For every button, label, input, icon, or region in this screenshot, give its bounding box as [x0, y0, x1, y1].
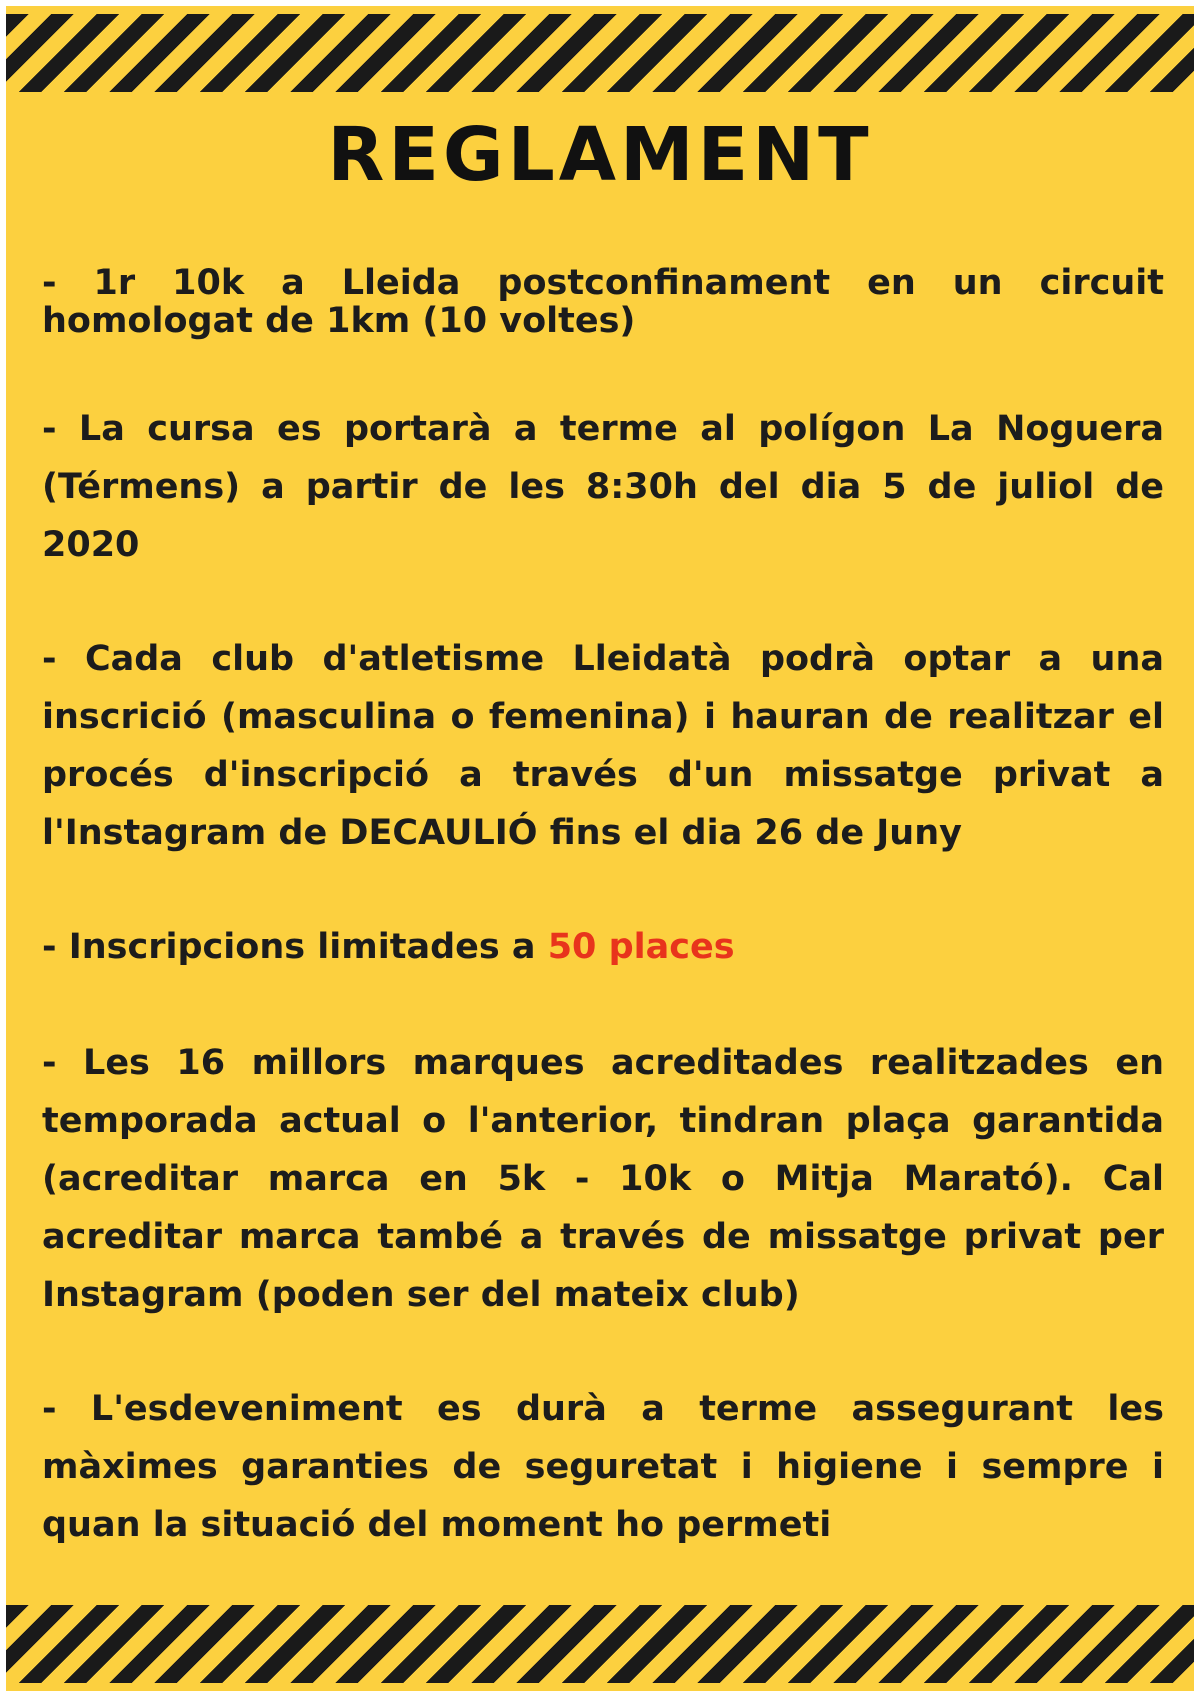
rule-text: - L'esdeveniment es durà a terme assegurant les màximes garanties de seguretat i higiene i sempre i quan la situació del moment ho permeti — [42, 1389, 1164, 1545]
rule-item — [42, 630, 1164, 862]
rules-list — [42, 264, 1164, 1554]
rule-text: - La cursa es portarà a terme al polígon La Noguera (Térmens) a partir de les 8:30h del dia 5 de juliol de 2020 — [42, 409, 1164, 565]
top-hazard-stripe — [6, 14, 1194, 92]
bottom-hazard-stripe — [6, 1605, 1194, 1683]
rule-item — [42, 1380, 1164, 1554]
page-title: REGLAMENT — [327, 112, 873, 198]
rule-item — [42, 1034, 1164, 1324]
rule-item — [42, 918, 1164, 976]
rule-text: - Cada club d'atletisme Lleidatà podrà optar a una inscrició (masculina o femenina) i hauran de realitzar el procés d'inscripció a través d'un missatge privat a l'Instagram de DECAULIÓ fins el dia 26 de Juny — [42, 639, 1164, 853]
rule-text: - 1r 10k a Lleida postconfinament en un circuit homologat de 1km (10 voltes) — [42, 263, 1164, 341]
rule-item — [42, 400, 1164, 574]
rule-text: - Les 16 millors marques acreditades realitzades en temporada actual o l'anterior, tindran plaça garantida (acreditar marca en 5k - 10k o Mitja Marató). Cal acreditar marca també a través de missatge privat per Instagram (poden ser del mateix club) — [42, 1043, 1164, 1315]
rule-item — [42, 264, 1164, 340]
poster — [6, 6, 1194, 1691]
places-highlight: 50 places — [547, 927, 735, 967]
rule-text: - Inscripcions limitades a — [42, 927, 548, 967]
